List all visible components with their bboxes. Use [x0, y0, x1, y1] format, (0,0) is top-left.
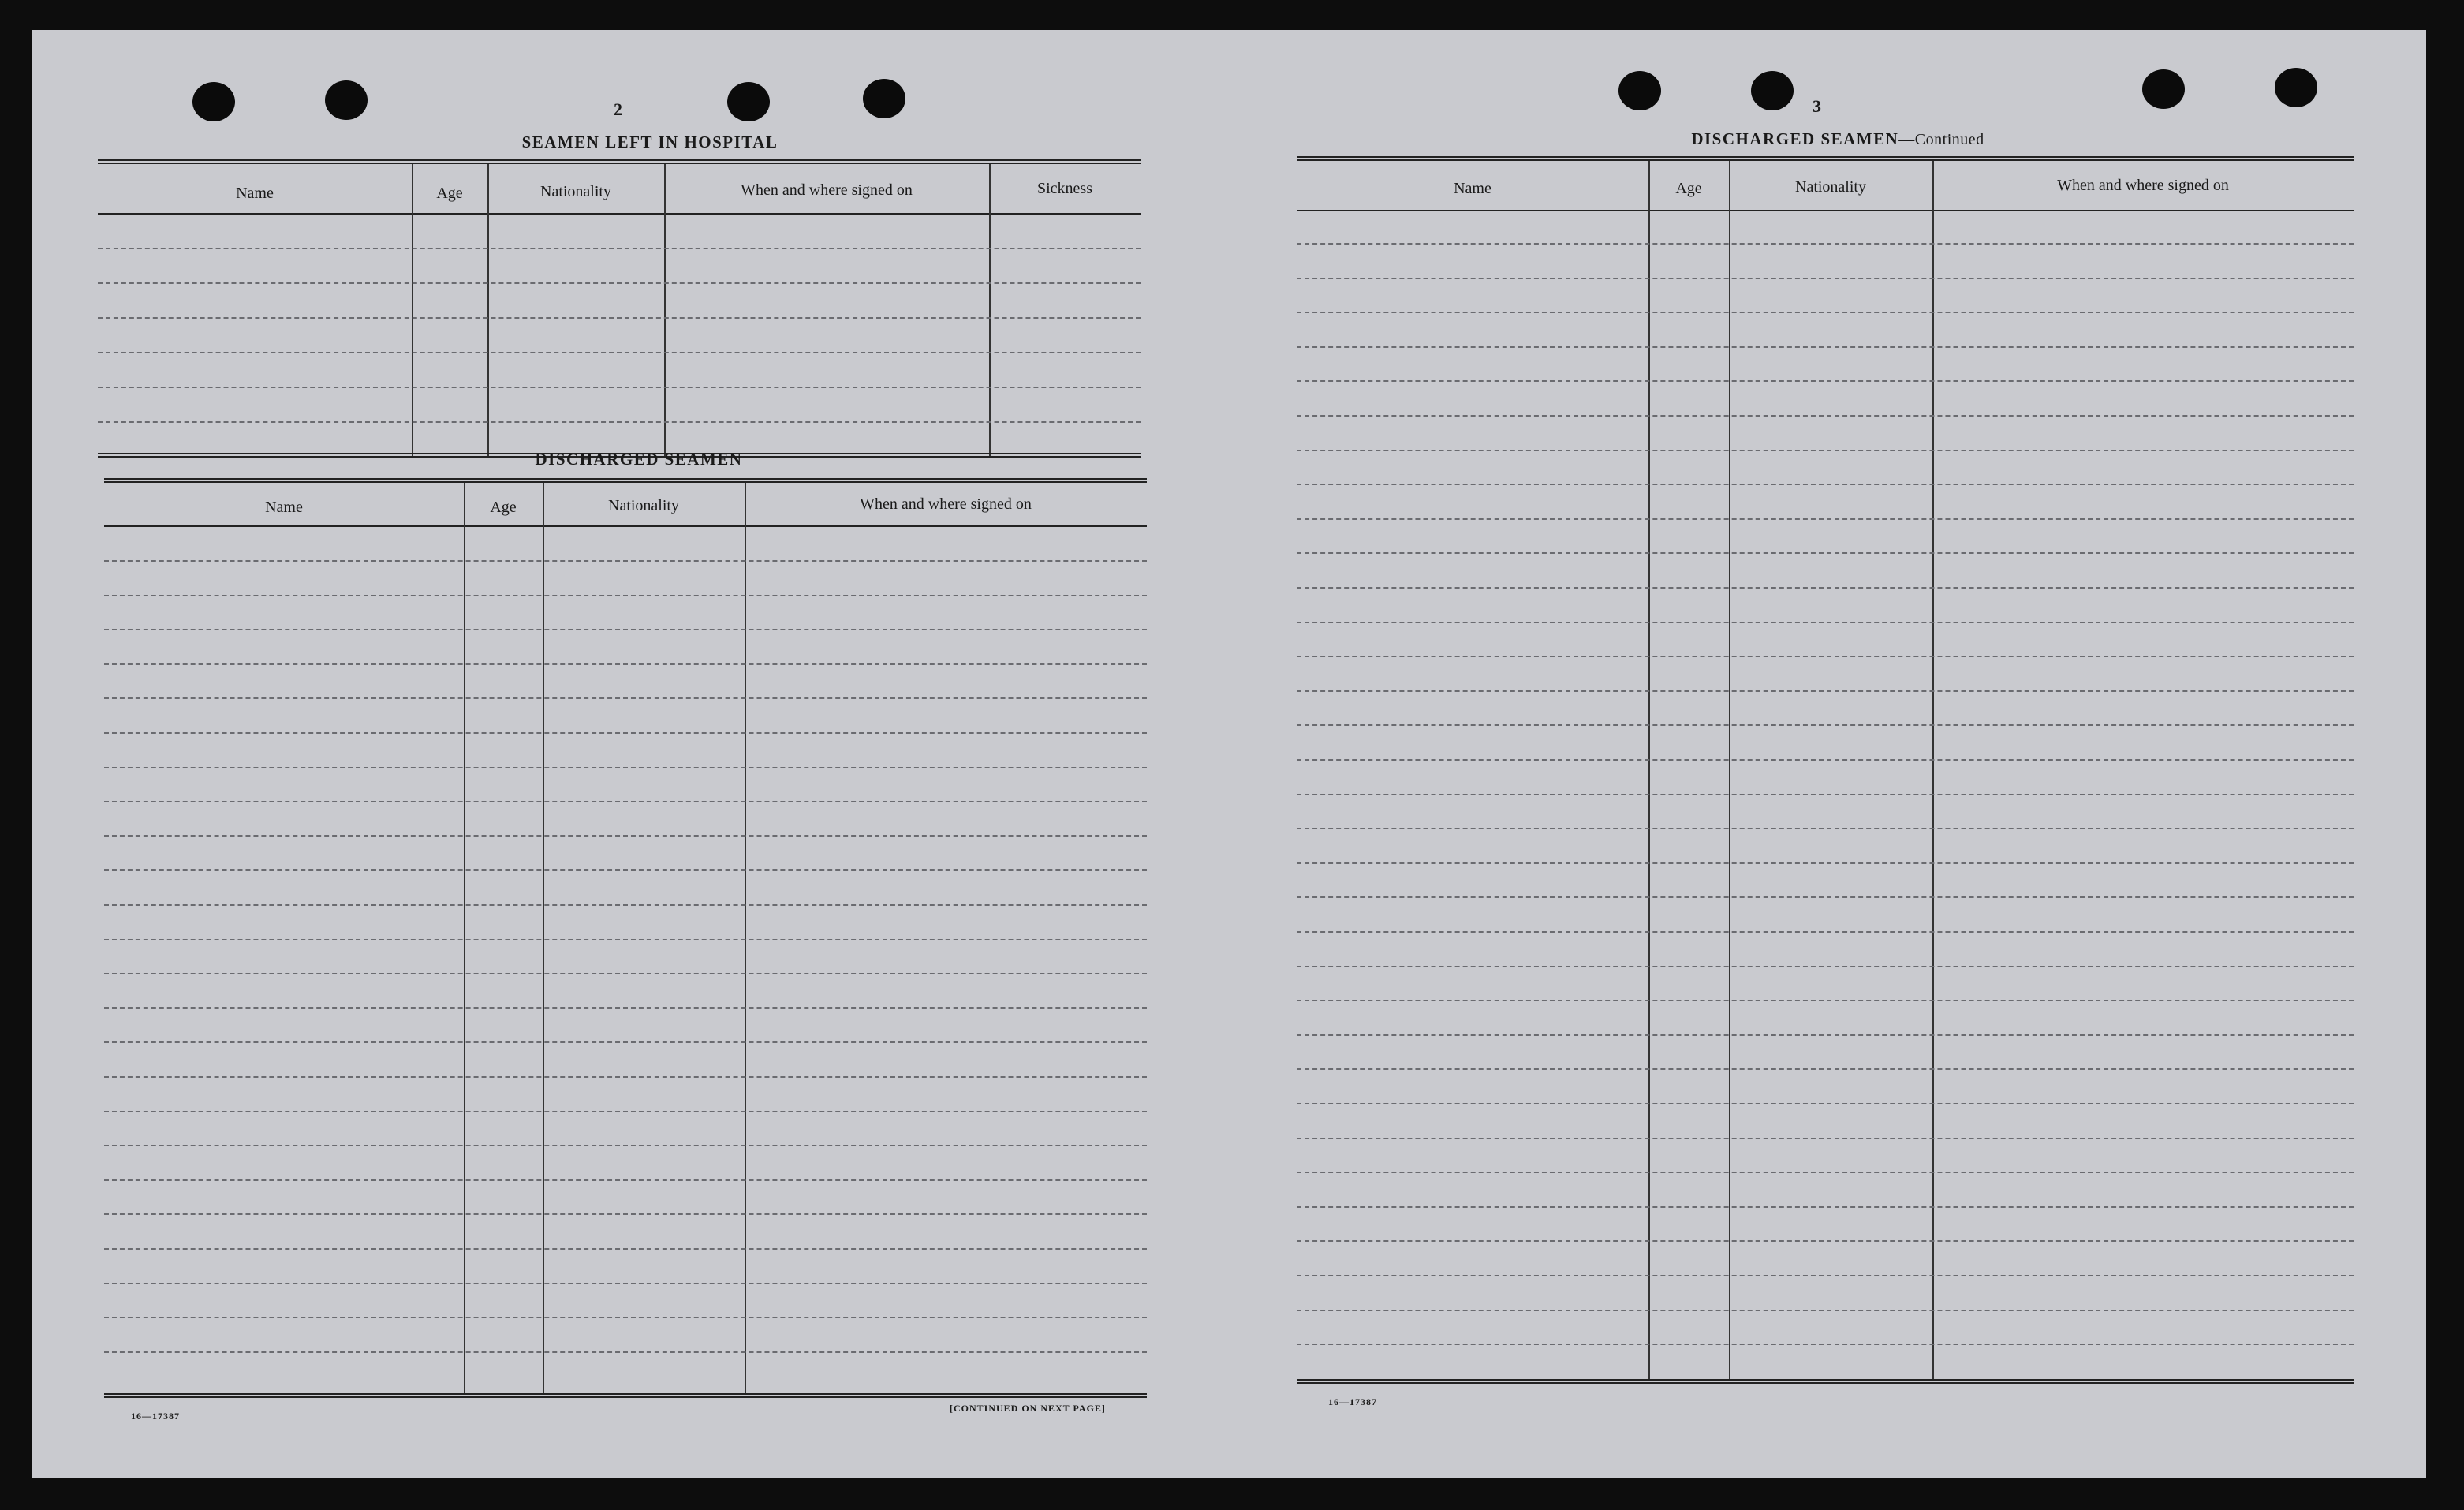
blank-entry-row — [1297, 1103, 2354, 1104]
blank-entry-row — [1297, 1344, 2354, 1345]
blank-entry-row — [1297, 312, 2354, 313]
blank-entry-row — [1297, 828, 2354, 829]
blank-entry-row — [104, 629, 1147, 630]
continued-col-name: Name — [1454, 180, 1491, 197]
blank-entry-row — [1297, 1068, 2354, 1070]
blank-entry-row — [1297, 1034, 2354, 1036]
hospital-col-signed-on: When and where signed on — [741, 181, 913, 199]
punch-hole — [1751, 71, 1794, 110]
discharged-continued-table — [1297, 156, 2354, 1418]
blank-entry-row — [1297, 1240, 2354, 1242]
discharged-col-nationality: Nationality — [608, 497, 679, 514]
blank-entry-row — [1297, 1138, 2354, 1139]
blank-entry-row — [104, 801, 1147, 802]
right-form-number: 16—17387 — [1328, 1396, 1377, 1407]
blank-entry-row — [104, 904, 1147, 906]
continued-col-age: Age — [1675, 180, 1702, 197]
blank-entry-row — [1297, 1310, 2354, 1311]
left-page-number: 2 — [614, 99, 623, 119]
blank-entry-row — [1297, 656, 2354, 657]
discharged-continued-title-main: DISCHARGED SEAMEN — [1691, 129, 1899, 148]
blank-entry-row — [104, 1248, 1147, 1250]
blank-entry-row — [1297, 931, 2354, 933]
blank-entry-row — [104, 1076, 1147, 1078]
blank-entry-row — [104, 1145, 1147, 1146]
blank-entry-row — [1297, 1206, 2354, 1208]
blank-entry-row — [1297, 587, 2354, 589]
discharged-continued-title-suffix: —Continued — [1898, 131, 1984, 148]
discharged-col-age: Age — [490, 499, 517, 516]
blank-entry-row — [104, 697, 1147, 699]
punch-hole — [863, 79, 905, 118]
blank-entry-row — [1297, 622, 2354, 623]
blank-entry-row — [1297, 415, 2354, 417]
blank-entry-row — [104, 732, 1147, 734]
blank-entry-row — [1297, 346, 2354, 348]
continued-col-signed-on: When and where signed on — [2057, 177, 2229, 194]
blank-entry-row — [1297, 484, 2354, 485]
discharged-table — [104, 478, 1147, 1434]
punch-hole — [192, 82, 235, 121]
blank-entry-row — [1297, 966, 2354, 967]
hospital-table — [98, 159, 1141, 459]
blank-entry-row — [1297, 724, 2354, 726]
blank-entry-row — [104, 595, 1147, 596]
blank-entry-row — [1297, 1172, 2354, 1173]
punch-hole — [1618, 71, 1661, 110]
blank-entry-row — [1297, 450, 2354, 451]
punch-hole — [2142, 69, 2185, 109]
blank-entry-row — [1297, 243, 2354, 245]
blank-entry-row — [1297, 278, 2354, 279]
punch-hole — [727, 82, 770, 121]
blank-entry-row — [104, 1351, 1147, 1353]
blank-entry-row — [1297, 759, 2354, 761]
blank-entry-row — [104, 1007, 1147, 1009]
hospital-col-nationality: Nationality — [540, 183, 611, 200]
blank-entry-row — [1297, 862, 2354, 864]
blank-entry-row — [104, 939, 1147, 940]
blank-entry-row — [104, 1179, 1147, 1181]
blank-entry-row — [104, 835, 1147, 837]
blank-entry-row — [104, 767, 1147, 768]
blank-entry-row — [1297, 690, 2354, 692]
blank-entry-row — [104, 973, 1147, 974]
discharged-continued-title — [1562, 129, 2114, 149]
blank-entry-row — [1297, 380, 2354, 382]
blank-entry-row — [104, 869, 1147, 871]
blank-entry-row — [104, 560, 1147, 562]
continued-col-nationality: Nationality — [1795, 178, 1866, 196]
hospital-col-name: Name — [236, 185, 274, 202]
hospital-col-sickness: Sickness — [1037, 180, 1092, 197]
hospital-col-age: Age — [436, 185, 463, 202]
discharged-section-title: DISCHARGED SEAMEN — [535, 450, 743, 469]
blank-entry-row — [1297, 794, 2354, 795]
blank-entry-row — [104, 1317, 1147, 1318]
blank-entry-row — [104, 1283, 1147, 1284]
continued-note: [CONTINUED ON NEXT PAGE] — [950, 1403, 1106, 1414]
blank-entry-row — [1297, 552, 2354, 554]
blank-entry-row — [1297, 1275, 2354, 1276]
left-form-number: 16—17387 — [131, 1411, 180, 1422]
punch-hole — [325, 80, 368, 120]
discharged-col-signed-on: When and where signed on — [860, 495, 1032, 513]
blank-entry-row — [1297, 518, 2354, 520]
scanned-form-sheet — [32, 30, 2426, 1478]
right-page-number: 3 — [1813, 96, 1822, 116]
blank-entry-row — [104, 1213, 1147, 1215]
blank-entry-row — [1297, 896, 2354, 898]
blank-entry-row — [104, 663, 1147, 665]
discharged-col-name: Name — [265, 499, 303, 516]
blank-entry-row — [1297, 1000, 2354, 1001]
blank-entry-row — [104, 1111, 1147, 1112]
blank-entry-row — [104, 1041, 1147, 1043]
punch-hole — [2275, 68, 2317, 107]
hospital-section-title: SEAMEN LEFT IN HOSPITAL — [521, 133, 778, 151]
